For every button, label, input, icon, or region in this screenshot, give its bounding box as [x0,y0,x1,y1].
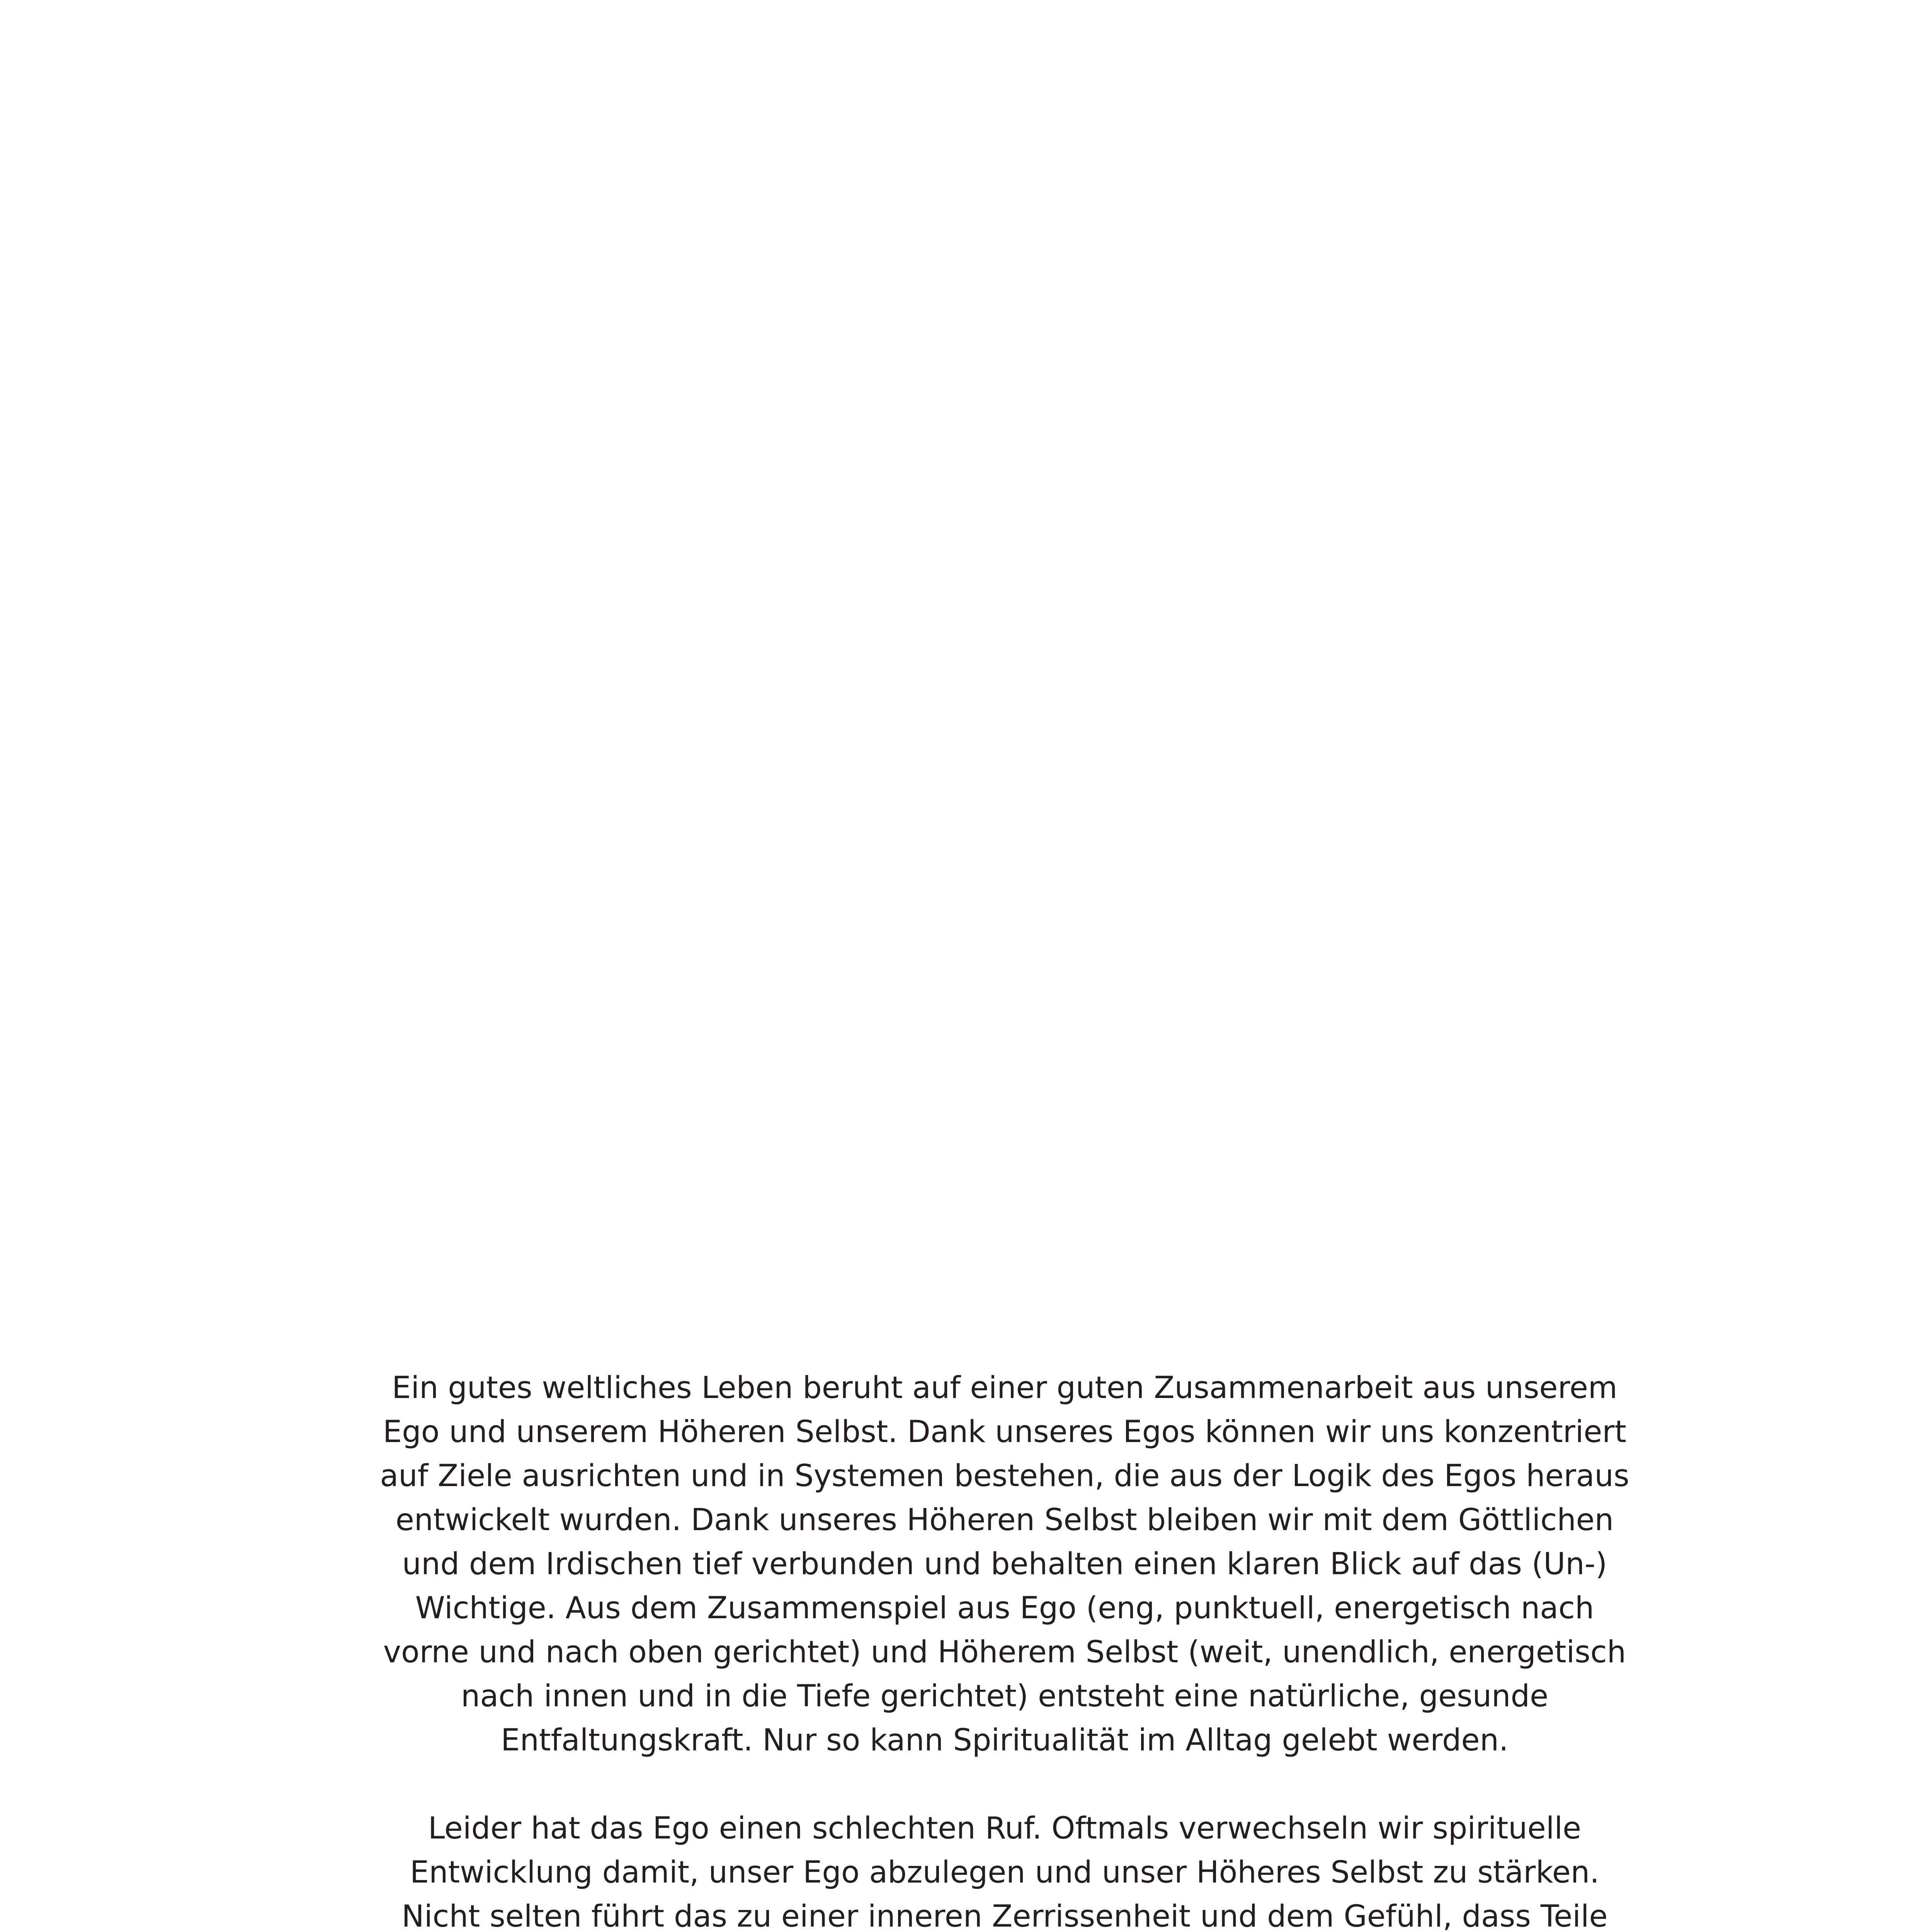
text-line: Entfaltungskraft. Nur so kann Spiritualität im Alltag gelebt werden. [501,1723,1509,1758]
text-line: entwickelt wurden. Dank unseres Höheren Selbst bleiben wir mit dem Göttlichen [395,1503,1614,1537]
text-line: vorne und nach oben gerichtet) und Höherem Selbst (weit, unendlich, energetisch [383,1635,1626,1670]
text-line: und dem Irdischen tief verbunden und behalten einen klaren Blick auf das (Un-) [402,1547,1607,1582]
text-line: nach innen und in die Tiefe gerichtet) entsteht eine natürliche, gesunde [461,1679,1549,1714]
text-line: Wichtige. Aus dem Zusammenspiel aus Ego (eng, punktuell, energetisch nach [415,1591,1594,1626]
text-line: Entwicklung damit, unser Ego abzulegen und unser Höheres Selbst zu stärken. [410,1855,1600,1890]
body-text [367,1366,1642,1932]
text-line: Ein gutes weltliches Leben beruht auf einer guten Zusammenarbeit aus unserem [392,1371,1617,1405]
paragraph-ego-and-higher-self [367,1366,1642,1762]
paragraph-ego-reputation [367,1806,1642,1932]
text-line: auf Ziele ausrichten und in Systemen bestehen, die aus der Logik des Egos heraus [380,1459,1629,1493]
text-line: Nicht selten führt das zu einer inneren Zerrissenheit und dem Gefühl, dass Teile [401,1899,1608,1932]
text-line: Leider hat das Ego einen schlechten Ruf. Oftmals verwechseln wir spirituelle [428,1811,1582,1846]
text-line: Ego und unserem Höheren Selbst. Dank unseres Egos können wir uns konzentriert [383,1415,1627,1449]
